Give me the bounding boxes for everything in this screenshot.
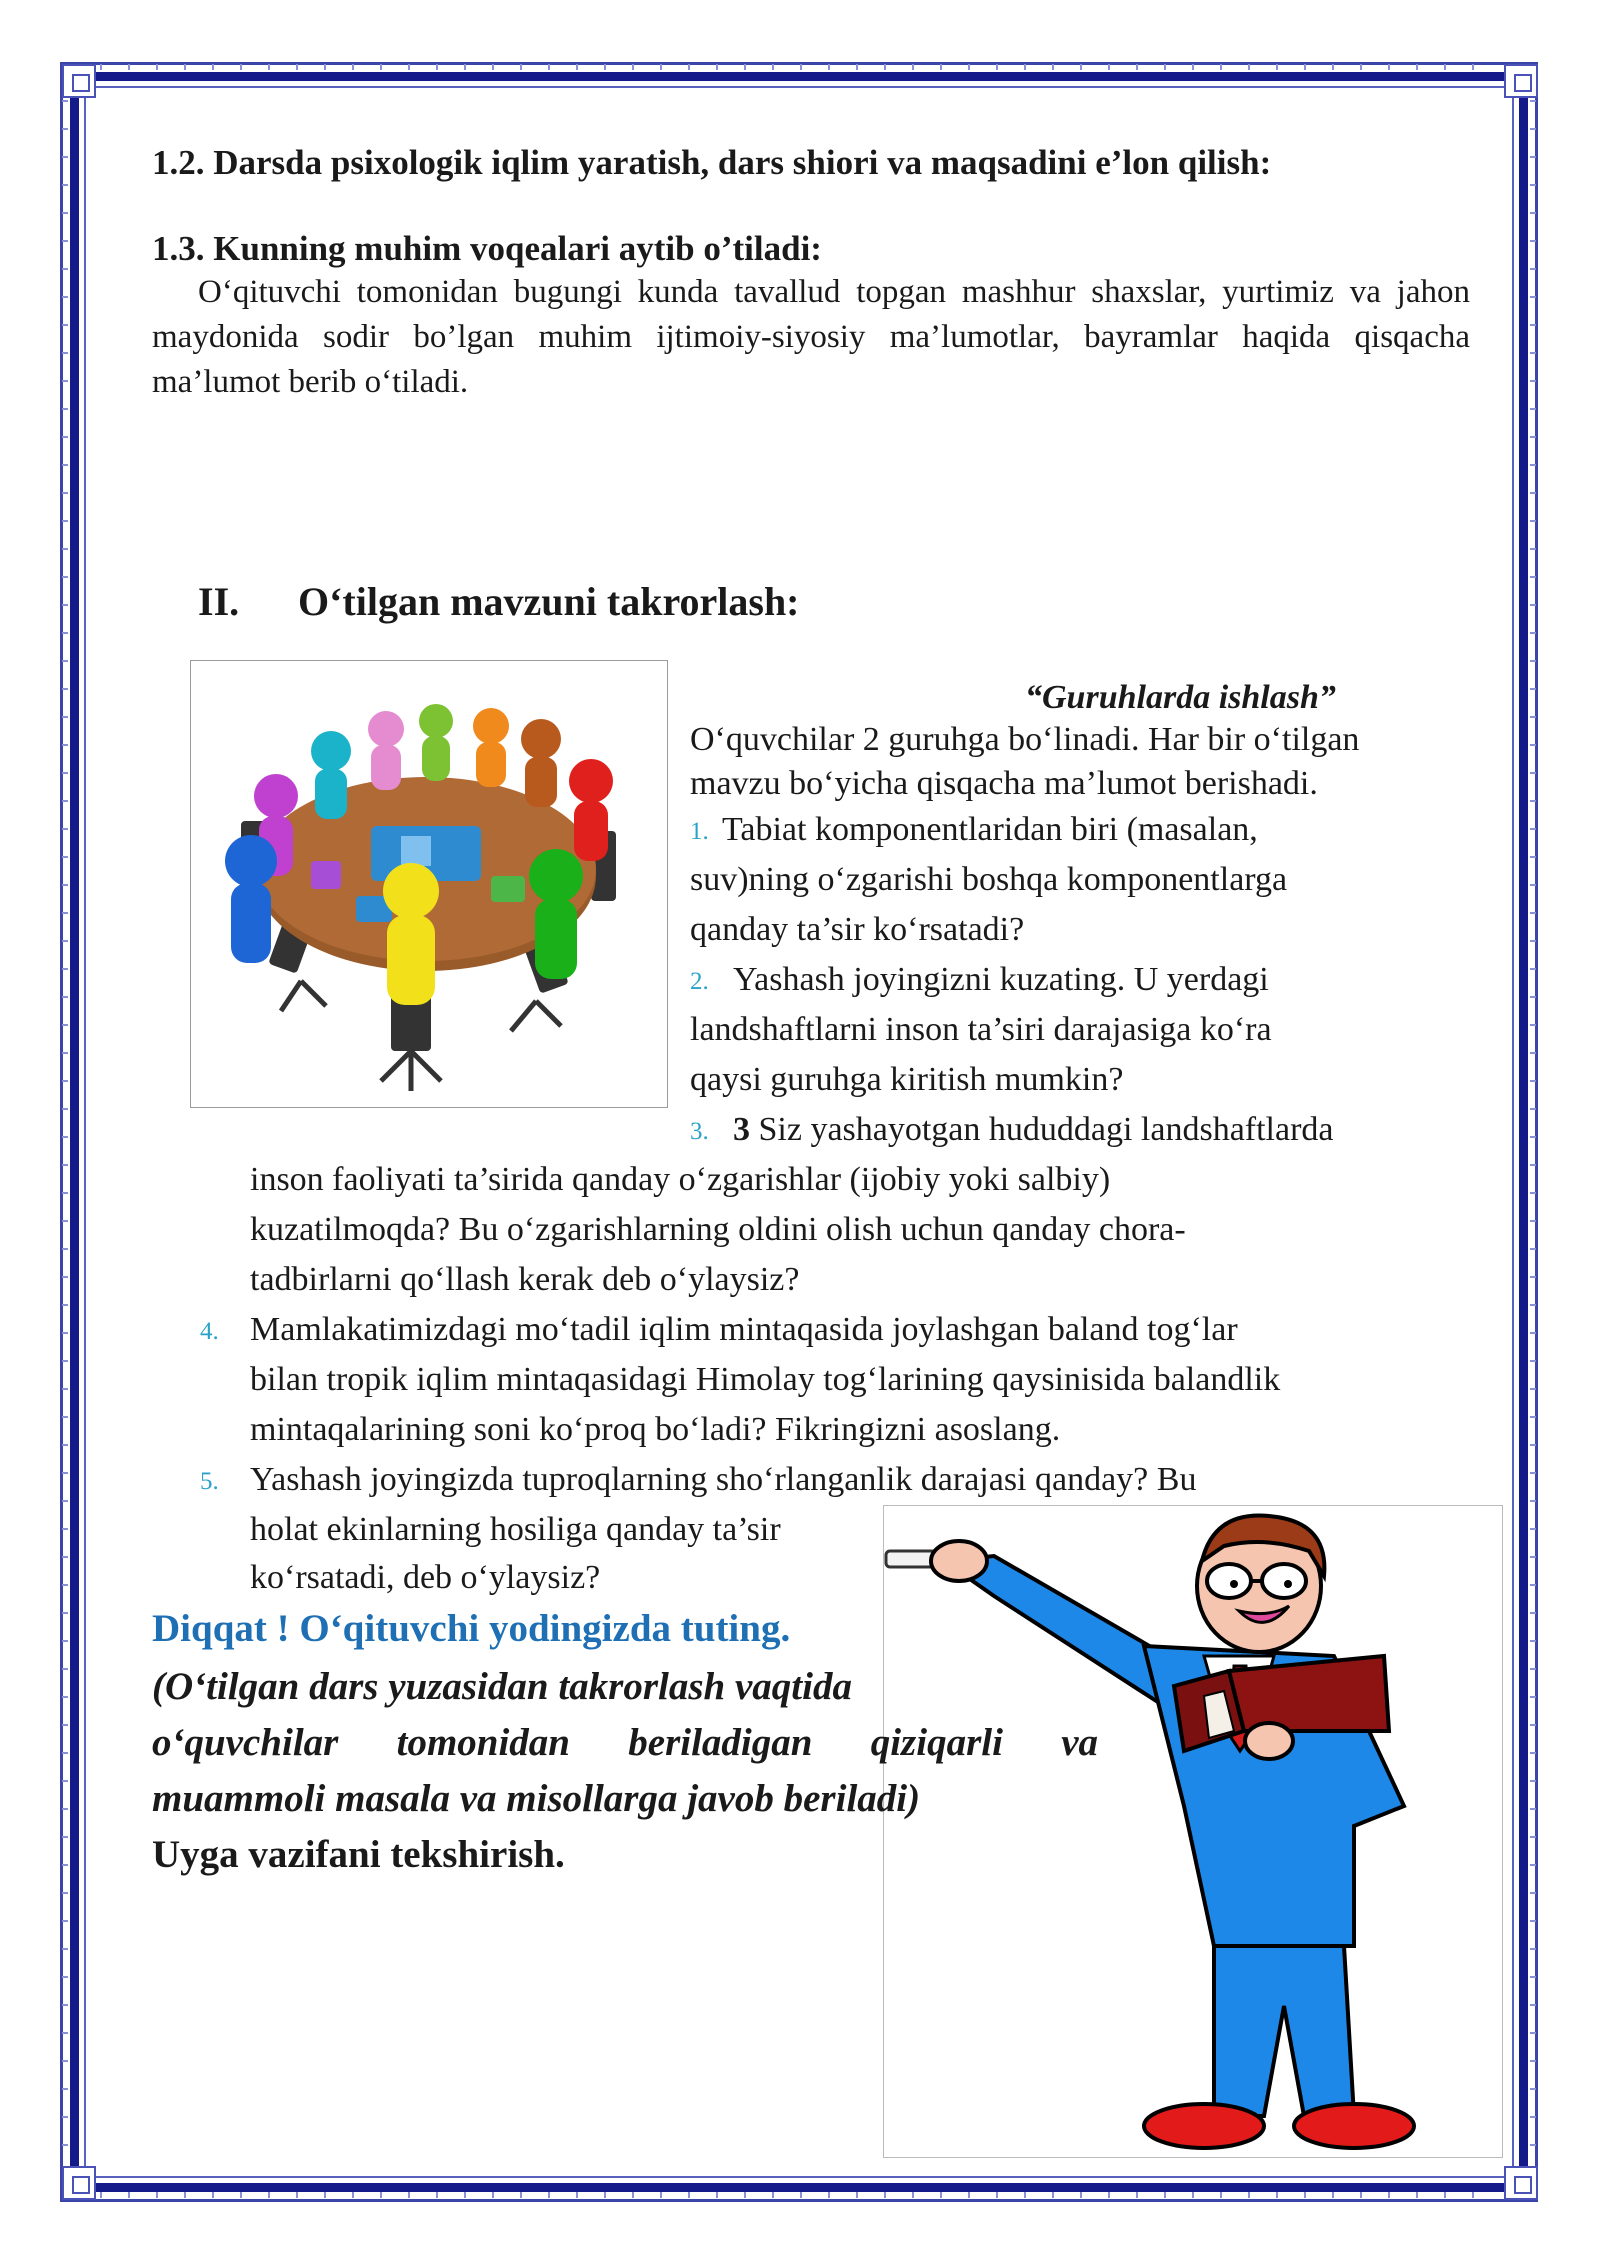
question-5-number: 5. xyxy=(200,1468,219,1495)
attention-line-2-word-1: o‘quvchilar xyxy=(152,1721,339,1764)
question-3-line-2: inson faoliyati ta’sirida qanday o‘zgarishlar (ijobiy yoki salbiy) xyxy=(250,1161,1111,1198)
question-5-line-2: holat ekinlarning hosiliga qanday ta’sir xyxy=(250,1511,781,1548)
attention-line-1: (O‘tilgan dars yuzasidan takrorlash vaqtida xyxy=(152,1665,852,1708)
border-ticks-top xyxy=(100,64,1500,70)
group-work-intro-line-2: mavzu bo‘yicha qisqacha ma’lumot berishadi. xyxy=(690,765,1318,802)
section-2-title: O‘tilgan mavzuni takrorlash: xyxy=(298,579,800,624)
question-1-line-1: Tabiat komponentlaridan biri (masalan, xyxy=(722,811,1258,848)
question-4-number: 4. xyxy=(200,1318,219,1345)
heading-1-3: 1.3. Kunning muhim voqealari aytib o’tiladi: xyxy=(152,229,822,268)
question-4-line-2: bilan tropik iqlim mintaqasidagi Himolay tog‘larining qaysinisida balandlik xyxy=(250,1361,1281,1398)
question-2-line-3: qaysi guruhga kiritish mumkin? xyxy=(690,1061,1124,1098)
question-3-bold-number: 3 xyxy=(733,1111,750,1148)
question-5-line-3: ko‘rsatadi, deb o‘ylaysiz? xyxy=(250,1559,601,1596)
question-2-line-1: Yashash joyingizni kuzating. U yerdagi xyxy=(733,961,1269,998)
question-1-line-3: qanday ta’sir ko‘rsatadi? xyxy=(690,911,1025,948)
question-3-line-4: tadbirlarni qo‘llash kerak deb o‘ylaysiz? xyxy=(250,1261,800,1298)
attention-line-2-word-5: va xyxy=(1061,1721,1098,1764)
teacher-illustration xyxy=(884,1506,1501,2156)
question-3-number: 3. xyxy=(690,1118,709,1145)
homework-check: Uyga vazifani tekshirish. xyxy=(152,1833,565,1876)
section-2-number: II. xyxy=(198,579,240,624)
border-ticks-bottom xyxy=(100,2192,1500,2198)
heading-1-2: 1.2. Darsda psixologik iqlim yaratish, dars shiori va maqsadini e’lon qilish: xyxy=(152,143,1272,182)
attention-line-3: muammoli masala va misollarga javob beriladi) xyxy=(152,1777,921,1820)
group-meeting-image xyxy=(190,660,668,1108)
group-work-intro-line-1: O‘quvchilar 2 guruhga bo‘linadi. Har bir o‘tilgan xyxy=(690,721,1360,758)
question-4-line-3: mintaqalarining soni ko‘proq bo‘ladi? Fikringizni asoslang. xyxy=(250,1411,1061,1448)
question-1-line-2: suv)ning o‘zgarishi boshqa komponentlarga xyxy=(690,861,1288,898)
question-2-number: 2. xyxy=(690,968,709,995)
attention-line-2-word-2: tomonidan xyxy=(396,1721,570,1764)
border-corner-bottom-left xyxy=(62,2166,96,2200)
border-ticks-left xyxy=(62,100,68,2180)
attention-label: Diqqat ! O‘qituvchi yodingizda tuting. xyxy=(152,1607,791,1650)
group-work-title: “Guruhlarda ishlash” xyxy=(1025,679,1336,716)
attention-line-2 xyxy=(152,1716,1098,1770)
border-ticks-right xyxy=(1530,100,1536,2180)
attention-line-2-word-4: qiziqarli xyxy=(870,1721,1003,1764)
question-3-line-3: kuzatilmoqda? Bu o‘zgarishlarning oldini olish uchun qanday chora- xyxy=(250,1211,1186,1248)
border-corner-top-left xyxy=(62,64,96,98)
paragraph-1-3: O‘qituvchi tomonidan bugungi kunda tavallud topgan mashhur shaxslar, yurtimiz va jahon maydonida sodir bo’lgan muhim ijtimoiy-siyosiy ma’lumotlar, bayramlar haqida qisqacha ma’lumot berib o‘tiladi. xyxy=(152,274,1470,400)
border-corner-bottom-right xyxy=(1504,2166,1538,2200)
question-3-line-1-text: Siz yashayotgan hududdagi landshaftlarda xyxy=(750,1111,1334,1148)
border-corner-top-right xyxy=(1504,64,1538,98)
question-5-line-1: Yashash joyingizda tuproqlarning sho‘rlanganlik darajasi qanday? Bu xyxy=(250,1461,1197,1498)
question-4-line-1: Mamlakatimizdagi mo‘tadil iqlim mintaqasida joylashgan baland tog‘lar xyxy=(250,1311,1238,1348)
attention-line-2-word-3: beriladigan xyxy=(628,1721,813,1764)
question-3-line-1 xyxy=(733,1105,1334,1155)
question-1-number: 1. xyxy=(690,818,709,845)
question-2-line-2: landshaftlarni inson ta’siri darajasiga ko‘ra xyxy=(690,1011,1272,1048)
teacher-image xyxy=(883,1505,1503,2158)
group-meeting-illustration xyxy=(191,661,666,1106)
